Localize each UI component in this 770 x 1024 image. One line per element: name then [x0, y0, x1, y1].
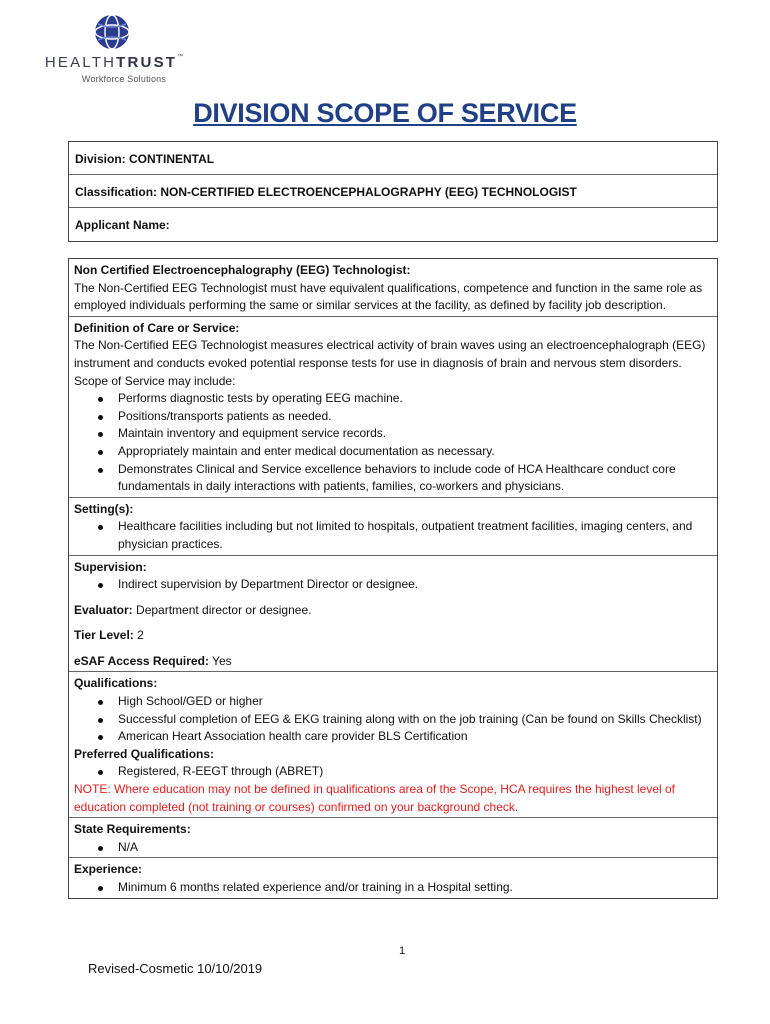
tier-level-line: Tier Level: 2 — [74, 628, 144, 643]
list-item: American Heart Association health care provider BLS Certification — [118, 728, 712, 746]
page-title: DIVISION SCOPE OF SERVICE — [193, 98, 577, 128]
list-item: N/A — [118, 839, 712, 857]
list-item: High School/GED or higher — [118, 693, 712, 711]
division-field: Division: CONTINENTAL — [69, 142, 717, 175]
experience-section — [69, 858, 717, 897]
qualifications-heading: Qualifications: — [74, 676, 158, 691]
page-number: 1 — [399, 945, 406, 957]
experience-list — [74, 879, 712, 897]
list-item: Appropriately maintain and enter medical documentation as necessary. — [118, 443, 712, 461]
evaluator-line: Evaluator: Department director or designee. — [74, 602, 312, 617]
healthtrust-logo — [44, 14, 184, 86]
qualifications-section — [69, 672, 717, 818]
state-requirements-section — [69, 818, 717, 858]
settings-heading: Setting(s): — [74, 501, 134, 516]
settings-section — [69, 498, 717, 556]
list-item: Maintain inventory and equipment service records. — [118, 425, 712, 443]
definition-text: The Non-Certified EEG Technologist measures electrical activity of brain waves using an electroencephalograph (EEG) instrument and conducts evoked potential response tests for use in diagnosis of brain and nervous stem disorders. Scope of Service may include: — [74, 338, 706, 388]
list-item: Registered, R-EEGT through (ABRET) — [118, 763, 712, 781]
revision-footer: Revised-Cosmetic 10/10/2019 — [88, 961, 263, 976]
state-requirements-list — [74, 839, 712, 857]
list-item: Indirect supervision by Department Director or designee. — [118, 576, 712, 594]
globe-logo-icon — [94, 14, 130, 50]
list-item: Performs diagnostic tests by operating EEG machine. — [118, 390, 712, 408]
role-text: The Non-Certified EEG Technologist must have equivalent qualifications, competence and function in the same role as employed individuals performing the same or similar services at the facility, as defined by facility job description. — [74, 280, 703, 313]
classification-field: Classification: NON-CERTIFIED ELECTROENCEPHALOGRAPHY (EEG) TECHNOLOGIST — [69, 175, 717, 208]
definition-section — [69, 317, 717, 498]
education-note: NOTE: Where education may not be defined in qualifications area of the Scope, HCA requires the highest level of education completed (not training or courses) confirmed on your background check. — [74, 782, 676, 814]
logo-wordmark: HEALTHTRUST™ — [44, 54, 184, 71]
supervision-heading: Supervision: — [74, 559, 147, 574]
definition-list — [74, 390, 712, 496]
role-heading: Non Certified Electroencephalography (EEG) Technologist: — [74, 263, 411, 277]
preferred-qualifications-list — [74, 763, 712, 781]
supervision-section — [69, 556, 717, 673]
experience-heading: Experience: — [74, 862, 143, 877]
applicant-name-field[interactable]: Applicant Name: — [75, 218, 170, 232]
list-item: Positions/transports patients as needed. — [118, 408, 712, 426]
state-requirements-heading: State Requirements: — [74, 822, 191, 837]
list-item: Demonstrates Clinical and Service excellence behaviors to include code of HCA Healthcare conduct core fundamentals in daily interactions with patients, families, co-workers and physicians. — [118, 461, 712, 496]
qualifications-list — [74, 693, 712, 746]
header-table — [68, 141, 718, 242]
esaf-line: eSAF Access Required: Yes — [74, 653, 232, 668]
role-section — [69, 259, 717, 317]
list-item: Minimum 6 months related experience and/or training in a Hospital setting. — [118, 879, 712, 897]
supervision-list — [74, 576, 712, 594]
logo-tagline: Workforce Solutions — [81, 74, 167, 84]
list-item: Successful completion of EEG & EKG training along with on the job training (Can be found on Skills Checklist) — [118, 711, 712, 729]
scope-table — [68, 258, 718, 899]
definition-heading: Definition of Care or Service: — [74, 320, 240, 335]
preferred-qualifications-heading: Preferred Qualifications: — [74, 746, 215, 761]
settings-list — [74, 518, 712, 553]
list-item: Healthcare facilities including but not limited to hospitals, outpatient treatment facilities, imaging centers, and physician practices. — [118, 518, 712, 553]
